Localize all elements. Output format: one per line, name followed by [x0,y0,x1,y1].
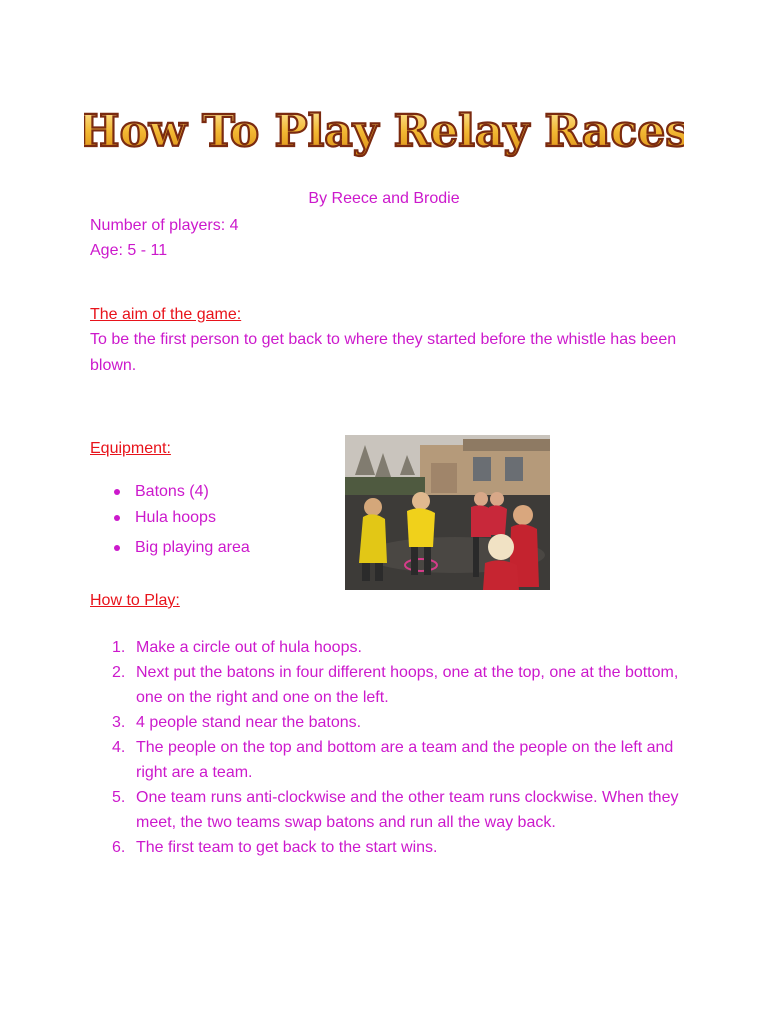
step-text: The first team to get back to the start wins. [136,839,438,856]
equipment-item [90,508,330,534]
step-text: The people on the top and bottom are a team and the people on the left and right are a team. [136,739,674,781]
step-text: 4 people stand near the batons. [136,714,362,731]
equipment-item-label: Big playing area [135,539,250,556]
equipment-heading: Equipment: [90,440,171,457]
playground-photo [345,435,550,590]
age-range: Age: 5 - 11 [90,242,168,259]
byline: By Reece and Brodie [308,190,460,207]
steps-list [90,635,690,860]
step-number: 1. [112,639,126,656]
step-item [90,835,690,860]
step-number: 2. [112,664,126,681]
step-item [90,735,690,785]
step-text: Make a circle out of hula hoops. [136,639,362,656]
number-of-players: Number of players: 4 [90,217,239,234]
equipment-item [90,482,330,508]
equipment-item [90,538,330,564]
bullet-icon [114,515,120,521]
aim-heading: The aim of the game: [90,306,242,323]
page-title [0,96,768,166]
step-item [90,635,690,660]
step-item [90,785,690,835]
aim-text: To be the first person to get back to where they started before the whistle has been blown. [90,331,677,374]
equipment-item-label: Hula hoops [135,509,216,526]
bullet-icon [114,489,120,495]
step-text: Next put the batons in four different hoops, one at the top, one at the bottom, one on the right and one on the left. [136,664,679,706]
how-to-play-heading: How to Play: [90,592,180,609]
step-number: 5. [112,789,126,806]
step-number: 3. [112,714,126,731]
title-wordart [84,96,684,166]
equipment-item-label: Batons (4) [135,483,209,500]
bullet-icon [114,545,120,551]
step-item [90,660,690,710]
title-text: How To Play Relay Races [84,106,684,157]
step-number: 6. [112,839,126,856]
step-text: One team runs anti-clockwise and the other team runs clockwise. When they meet, the two teams swap batons and run all the way back. [136,789,679,831]
step-item [90,710,690,735]
step-number: 4. [112,739,126,756]
equipment-list [90,482,330,564]
